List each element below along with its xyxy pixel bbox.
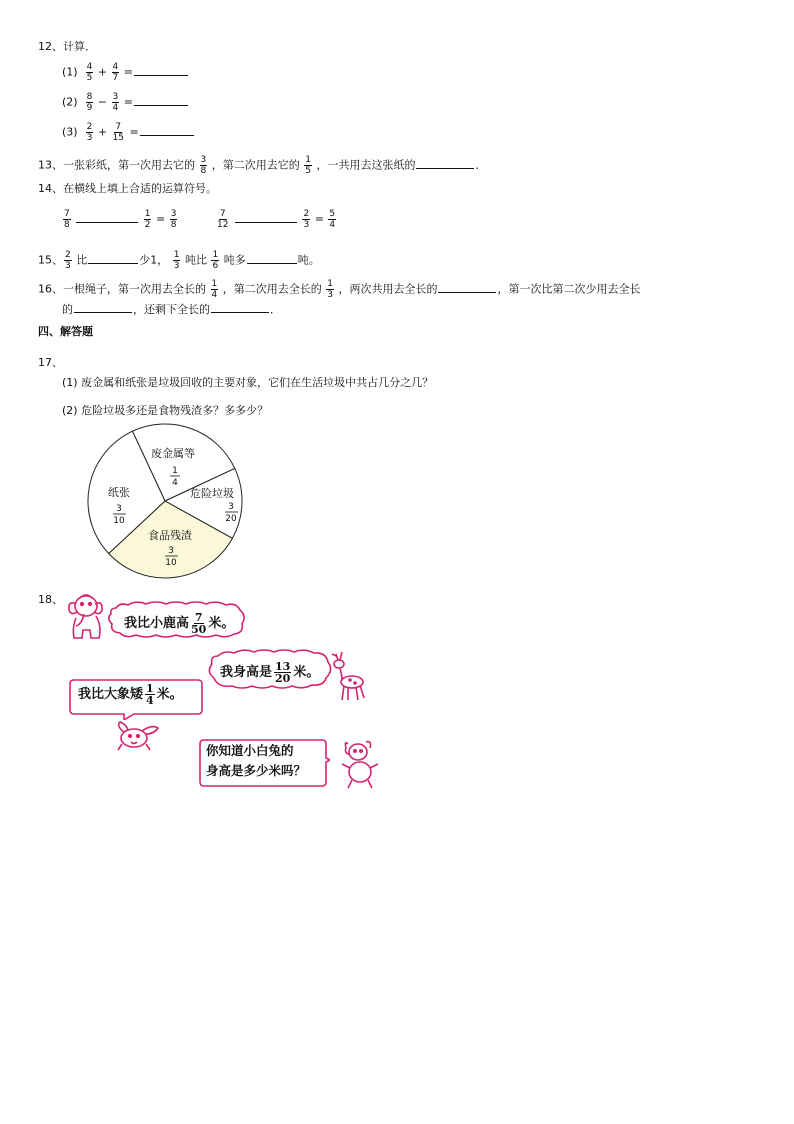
puppy-icon (338, 738, 382, 792)
fraction: $\frac{13}{20}$ (275, 660, 291, 685)
item-label: (3) (62, 125, 78, 139)
answer-blank[interactable] (438, 282, 496, 293)
answer-blank[interactable] (247, 253, 297, 264)
q16-text: 的 (62, 303, 73, 316)
fraction: $\frac{1}{6}$ (212, 250, 219, 271)
bubble-unit: 米。 (293, 665, 320, 680)
q16-text: ，还剩下全长的 (133, 303, 210, 316)
q13-text-2: ，第二次用去它的 (211, 158, 300, 172)
answer-blank[interactable] (74, 302, 132, 313)
q14-title: 14、在横线上填上合适的运算符号。 (38, 182, 217, 195)
pie-label-den: 20 (225, 514, 237, 524)
q15-text: 吨多 (223, 253, 246, 267)
fraction: $\frac{3}{8}$ (200, 155, 207, 176)
bubble-text: 我比大象矮 (78, 687, 144, 702)
q16-line-2 (62, 302, 281, 317)
fraction: $\frac{2}{3}$ (303, 209, 310, 230)
operator: − (97, 95, 108, 109)
fraction: $\frac{5}{4}$ (329, 209, 336, 230)
pie-label-num: 3 (228, 502, 234, 512)
q16-text: ，第一次比第二次少用去全长 (497, 282, 641, 296)
fraction: $\frac{2}{3}$ (86, 122, 93, 143)
q14-expr-1 (62, 209, 178, 230)
pie-label-scrap-metal: 废金属等 (151, 447, 195, 460)
equals-sign: = (155, 212, 166, 226)
q13 (38, 155, 486, 176)
pie-label-num: 3 (168, 546, 174, 556)
fraction: $\frac{1}{3}$ (327, 279, 333, 300)
q16-line-1 (38, 279, 640, 300)
pie-chart (85, 421, 255, 583)
elephant-icon (62, 592, 108, 642)
answer-blank[interactable] (416, 158, 474, 169)
operator: + (97, 65, 108, 79)
fraction: $\frac{2}{3}$ (65, 250, 71, 271)
equals-sign: = (123, 95, 133, 109)
bubble-rabbit-text (78, 683, 183, 706)
fraction: $\frac{7}{15}$ (112, 122, 124, 143)
q16-text: ，两次共用去全长的 (338, 282, 438, 296)
fraction: $\frac{1}{4}$ (146, 682, 154, 707)
section-heading: 四、解答题 (38, 325, 93, 338)
pie-label-food: 食品残渣 (148, 529, 192, 542)
equals-sign: = (129, 125, 139, 139)
q15-text: 少1， (139, 253, 169, 267)
q16-text: ． (270, 303, 281, 316)
operator-blank[interactable] (235, 212, 297, 223)
pie-label-den: 10 (165, 558, 177, 568)
q17-sub-1: (1) 废金属和纸张是垃圾回收的主要对象，它们在生活垃圾中共占几分之几？ (62, 376, 434, 389)
pie-label-paper: 纸张 (108, 486, 130, 499)
q13-text-3: ，一共用去这张纸的 (316, 158, 416, 172)
fraction: $\frac{7}{50}$ (191, 611, 207, 636)
fraction: $\frac{1}{3}$ (173, 250, 180, 271)
q15-text: 比 (76, 253, 88, 267)
fraction: $\frac{3}{8}$ (170, 209, 177, 230)
q15-text: 吨比 (184, 253, 207, 267)
bubble-deer-text (220, 661, 319, 684)
q17-sub-2: (2) 危险垃圾多还是食物残渣多？多多少？ (62, 404, 269, 417)
fraction: $\frac{1}{5}$ (305, 155, 311, 176)
bubble-text: 我比小鹿高 (124, 616, 190, 631)
bubble-unit: 米。 (208, 616, 235, 631)
q16-text: ，第二次用去全长的 (222, 282, 322, 296)
operator-blank[interactable] (76, 212, 138, 223)
item-label: (1) (62, 65, 78, 79)
fraction: $\frac{1}{4}$ (211, 279, 218, 300)
equals-sign: = (123, 65, 133, 79)
q17-number: 17、 (38, 356, 63, 369)
bubble-unit: 米。 (156, 687, 183, 702)
item-label: (2) (62, 95, 78, 109)
fraction: $\frac{4}{7}$ (112, 62, 119, 83)
bubble-puppy-line-2: 身高是多少米吗？ (206, 763, 307, 778)
pie-label-den: 10 (113, 516, 125, 526)
bubble-elephant-text (124, 612, 234, 635)
q15-text: 15、 (38, 253, 63, 267)
answer-blank[interactable] (140, 125, 194, 136)
fraction: $\frac{1}{2}$ (144, 209, 151, 230)
bubble-puppy-line-1: 你知道小白兔的 (206, 743, 294, 758)
pie-label-num: 3 (116, 504, 122, 514)
fraction: $\frac{4}{5}$ (86, 62, 93, 83)
answer-blank[interactable] (88, 253, 138, 264)
pie-label-hazardous: 危险垃圾 (190, 487, 234, 500)
pie-label-num: 1 (172, 466, 178, 476)
answer-blank[interactable] (134, 65, 188, 76)
fraction: $\frac{8}{9}$ (86, 92, 93, 113)
q15 (38, 250, 320, 271)
q12-title: 12、计算． (38, 40, 96, 53)
q12-item-3 (62, 122, 195, 143)
q13-text-4: ． (475, 158, 487, 172)
pie-label-den: 4 (172, 478, 178, 488)
bubble-text: 我身高是 (220, 665, 273, 680)
q12-item-1 (62, 62, 189, 83)
q13-text-1: 13、一张彩纸，第一次用去它的 (38, 158, 195, 172)
q14-expr-2 (215, 209, 337, 230)
q16-text: 16、一根绳子，第一次用去全长的 (38, 282, 206, 296)
answer-blank[interactable] (134, 95, 188, 106)
q12-item-2 (62, 92, 189, 113)
equals-sign: = (314, 212, 324, 226)
fraction: $\frac{3}{4}$ (112, 92, 119, 113)
deer-icon (326, 650, 370, 704)
fraction: $\frac{7}{8}$ (64, 209, 70, 230)
fraction: $\frac{7}{12}$ (217, 209, 229, 230)
q15-text: 吨。 (297, 253, 320, 267)
operator: + (97, 125, 108, 139)
q18-number: 18、 (38, 593, 63, 606)
answer-blank[interactable] (211, 302, 269, 313)
rabbit-icon (112, 720, 162, 754)
